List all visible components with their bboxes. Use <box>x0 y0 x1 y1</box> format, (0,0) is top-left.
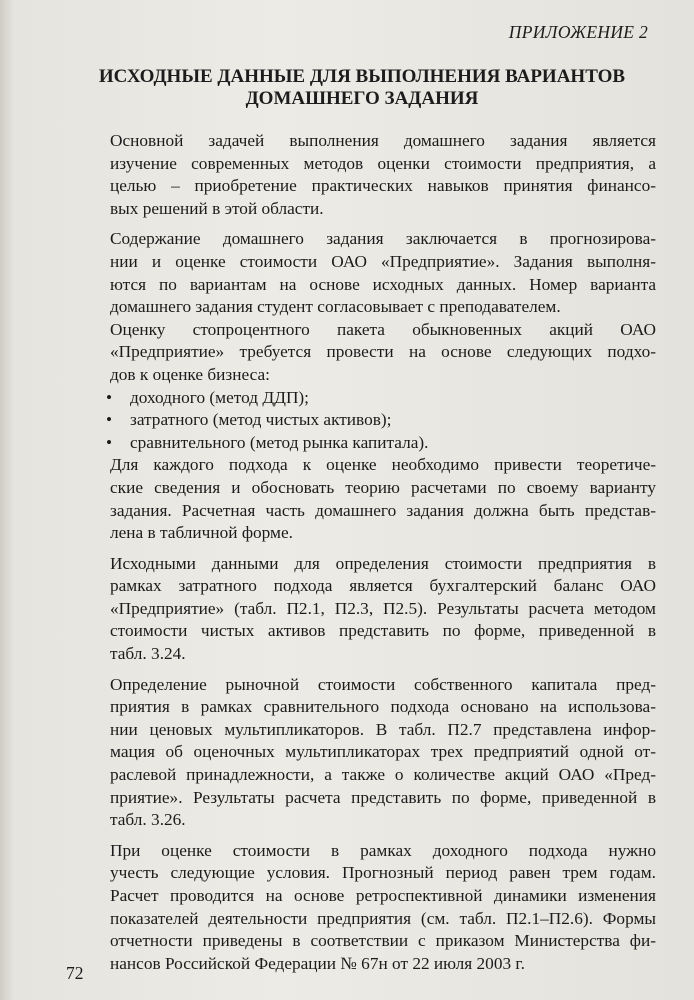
text-line: задания. Расчетная часть домашнего задания должна быть представ- <box>110 500 656 520</box>
text-line: раслевой принадлежности, а также о количестве акций ОАО «Пред- <box>110 765 656 785</box>
text-line: Исходными данными для определения стоимости предприятия в <box>110 553 656 573</box>
text-line: стоимости чистых активов представить по форме, приведенной в <box>110 621 656 641</box>
text-line: нии ценовых мультипликаторов. В табл. П2.7 представлена инфор- <box>110 719 656 739</box>
paragraph-1 <box>66 130 656 220</box>
approach-list <box>66 387 656 455</box>
text-line: приятия в рамках сравнительного подхода основано на использова- <box>110 697 656 717</box>
text-line: Оценку стопроцентного пакета обыкновенных акций ОАО <box>110 319 656 339</box>
text-line: лена в табличной форме. <box>110 523 293 543</box>
body-text <box>66 130 656 975</box>
text-line: «Предприятие» требуется провести на основе следующих подхо- <box>110 342 656 362</box>
text-line: мация об оценочных мультипликаторах трех предприятий одной от- <box>110 742 656 762</box>
text-line: Расчет проводится на основе ретроспективной динамики изменения <box>110 886 656 905</box>
text-line: табл. 3.26. <box>110 810 186 830</box>
page-number: 72 <box>66 963 84 983</box>
appendix-label: ПРИЛОЖЕНИЕ 2 <box>508 22 648 42</box>
text-line: показателей деятельности предприятия (см. табл. П2.1–П2.6). Формы <box>110 908 656 928</box>
title-line-1: ИСХОДНЫЕ ДАННЫЕ ДЛЯ ВЫПОЛНЕНИЯ ВАРИАНТОВ <box>98 66 626 87</box>
text-line: дов к оценке бизнеса: <box>110 364 270 384</box>
paragraph-3 <box>66 319 656 387</box>
paragraph-2 <box>66 228 656 318</box>
text-line: Основной задачей выполнения домашнего задания является <box>110 131 656 150</box>
text-line: учесть следующие условия. Прогнозный период равен трем годам. <box>110 863 656 883</box>
text-line: приятие». Результаты расчета представить по форме, приведенной в <box>110 787 656 807</box>
list-item: • сравнительного (метод рынка капитала). <box>106 432 656 455</box>
text-line: Для каждого подхода к оценке необходимо привести теоретиче- <box>110 455 656 475</box>
text-line: рамках затратного подхода является бухгалтерский баланс ОАО <box>110 576 656 596</box>
title-line-2: ДОМАШНЕГО ЗАДАНИЯ <box>245 88 479 109</box>
text-line: Содержание домашнего задания заключается в прогнозирова- <box>110 229 656 249</box>
paragraph-4 <box>66 454 656 544</box>
list-item: • доходного (метод ДДП); <box>106 387 656 410</box>
paragraph-7 <box>66 840 656 976</box>
text-line: вых решений в этой области. <box>110 198 324 218</box>
text-line: ются по вариантам на основе исходных данных. Номер варианта <box>110 274 656 294</box>
text-line: отчетности приведены в соответствии с приказом Министерства фи- <box>110 931 656 951</box>
paragraph-6 <box>66 674 656 832</box>
text-line: При оценке стоимости в рамках доходного подхода нужно <box>110 840 656 860</box>
list-item: • затратного (метод чистых активов); <box>106 409 656 432</box>
text-line: «Предприятие» (табл. П2.1, П2.3, П2.5). Результаты расчета методом <box>110 598 656 618</box>
text-line: табл. 3.24. <box>110 644 186 664</box>
text-line: Определение рыночной стоимости собственного капитала пред- <box>110 674 656 694</box>
text-line: ские сведения и обосновать теорию расчетами по своему варианту <box>110 477 656 497</box>
text-line: домашнего задания студент согласовывает с преподавателем. <box>110 297 561 317</box>
text-line: изучение современных методов оценки стоимости предприятия, а <box>110 153 656 173</box>
text-line: нии и оценке стоимости ОАО «Предприятие». Задания выполня- <box>110 251 656 271</box>
text-line: целью – приобретение практических навыков принятия финансо- <box>110 176 656 196</box>
section-title <box>70 66 654 110</box>
text-line: нансов Российской Федерации № 67н от 22 июля 2003 г. <box>110 953 525 973</box>
paragraph-5 <box>66 553 656 666</box>
